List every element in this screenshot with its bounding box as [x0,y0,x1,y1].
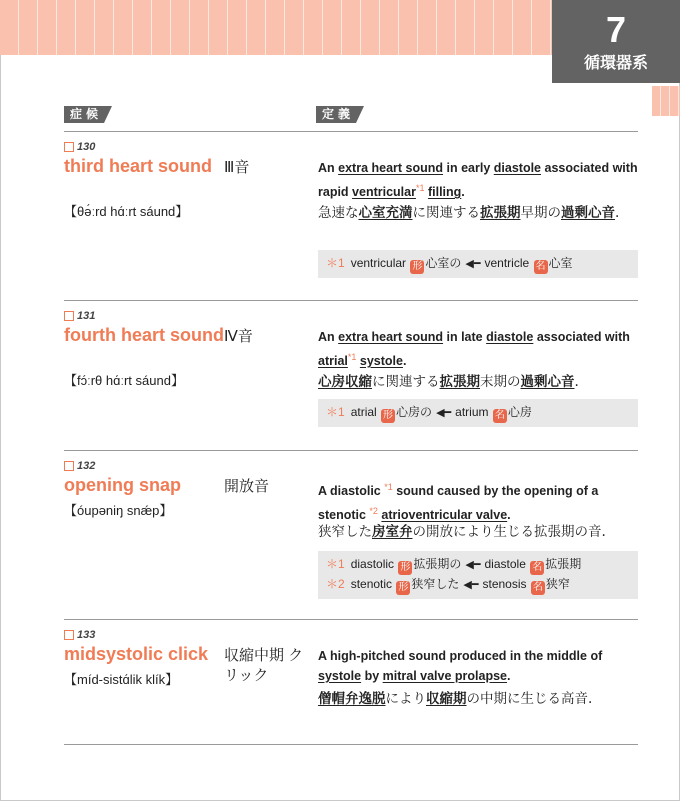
entry-130 [64,140,638,290]
entry-131 [64,309,638,449]
header-band [0,0,552,55]
divider [64,131,638,132]
entry-133 [64,628,638,738]
noun-badge: 名 [532,562,543,573]
definition-en: An extra heart sound in late diastole associated with atrial$^{*1}$ systole. [318,330,630,369]
definition-en: A high-pitched sound produced in the middle of systole by mitral valve prolapse. [318,649,603,683]
checkbox[interactable] [64,311,74,321]
term-jp: Ⅲ音 [224,159,250,176]
note-line: ＊1 atrial 形 心房の ◀━ atrium 名 心房 [326,405,532,421]
term-en: third heart sound [64,156,212,176]
vocab-note [318,551,638,599]
arrow-left-icon: ◀━ [463,579,479,591]
entry-number: 133 [64,628,95,642]
pronunciation: 【θə́ːrd hɑ́ːrt sáund】 [64,204,189,219]
term-jp: 収縮中期 クリック [224,647,304,684]
term-en: opening snap [64,475,181,495]
pronunciation: 【óupəniŋ snǽp】 [64,503,173,518]
side-index-strip [652,86,680,116]
noun-badge: 名 [535,261,546,272]
definition-header: 定義 [316,106,364,123]
arrow-left-icon: ◀━ [465,559,481,571]
adjective-badge: 形 [400,562,411,573]
chapter-title: 循環器系 [583,55,648,72]
checkbox[interactable] [64,142,74,152]
note-line: ＊1 diastolic 形 拡張期の ◀━ diastole 名 拡張期 [326,557,582,573]
adjective-badge: 形 [412,261,423,272]
noun-badge: 名 [494,410,505,421]
pronunciation: 【míd-sistɑ́lik klík】 [64,672,179,687]
term-jp: 開放音 [224,478,270,495]
term-jp: Ⅳ音 [224,328,253,345]
pronunciation: 【fɔ́ːrθ hɑ́ːrt sáund】 [64,373,184,388]
entry-number: 130 [64,140,95,154]
divider [64,300,638,301]
term-en: fourth heart sound [64,325,224,345]
arrow-left-icon: ◀━ [436,407,452,419]
chapter-number: 7 [605,9,627,50]
chapter-tab [552,0,680,83]
definition-jp: 僧帽弁逸脱により収縮期の中期に生じる高音. [318,691,593,707]
note-line: ＊1 ventricular 形 心室の ◀━ ventricle 名 心室 [326,256,573,272]
definition-jp: 急速な心室充満に関連する拡張期早期の過剰心音. [318,205,620,221]
definition-en: An extra heart sound in early diastole associated with rapid ventricular$^{*1}$ filling. [318,161,638,200]
note-line: ＊2 stenotic 形 狭窄した ◀━ stenosis 名 狭窄 [326,577,570,593]
vocab-note [318,399,638,427]
checkbox[interactable] [64,630,74,640]
entry-number: 132 [64,459,95,473]
entry-132 [64,459,638,614]
noun-badge: 名 [532,582,543,593]
adjective-badge: 形 [398,582,409,593]
divider [64,744,638,745]
symptom-header: 症候 [64,106,112,123]
definition-en: A diastolic $^{*1}$ sound caused by the opening of a stenotic $^{*2}$ atrioventricular valve. [318,482,599,523]
arrow-left-icon: ◀━ [465,258,481,270]
term-en: midsystolic click [64,644,209,664]
divider [64,619,638,620]
entry-number: 131 [64,309,95,323]
vocab-note [318,250,638,278]
divider [64,450,638,451]
definition-jp: 狭窄した房室弁の開放により生じる拡張期の音. [318,524,606,540]
checkbox[interactable] [64,461,74,471]
adjective-badge: 形 [383,410,394,421]
definition-jp: 心房収縮に関連する拡張期末期の過剰心音. [318,374,579,390]
